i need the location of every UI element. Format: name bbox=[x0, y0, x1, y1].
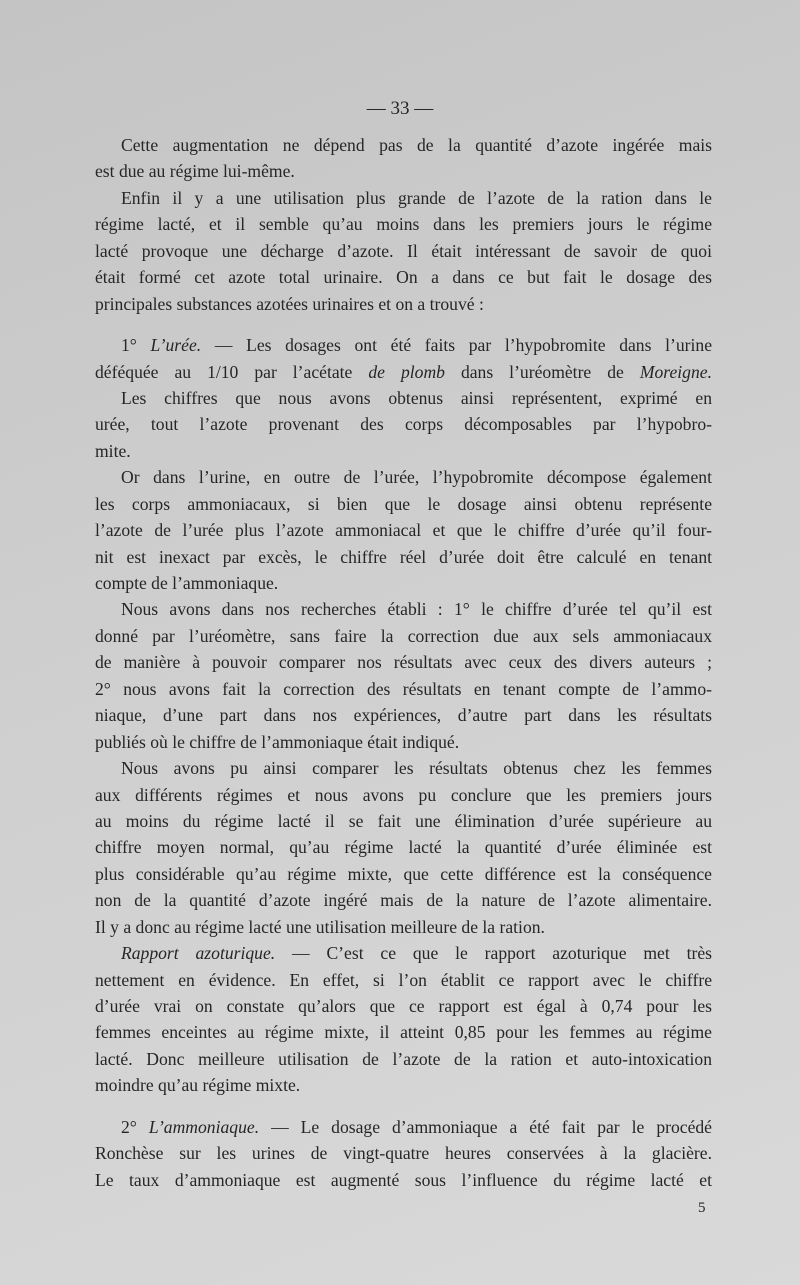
text-segment: les corps ammoniacaux, si bien que le dosage ainsi obtenu représente bbox=[95, 493, 712, 514]
text-line bbox=[95, 887, 712, 913]
text-line bbox=[95, 1140, 712, 1166]
text-line bbox=[95, 782, 712, 808]
text-line bbox=[95, 464, 712, 490]
text-segment: Cette augmentation ne dépend pas de la quantité d’azote ingérée mais bbox=[121, 135, 712, 155]
text-line bbox=[95, 914, 712, 940]
text-line bbox=[95, 238, 712, 264]
text-line bbox=[95, 702, 712, 728]
page-number: — 33 — bbox=[366, 98, 434, 119]
text-segment: lacté. Donc meilleure utilisation de l’azote de la ration et auto-intoxication bbox=[95, 1048, 712, 1069]
text-segment: au moins du régime lacté il se fait une élimination d’urée supérieure au bbox=[95, 810, 712, 831]
text-line bbox=[95, 808, 712, 834]
text-line bbox=[95, 1114, 712, 1140]
text-segment: publiés où le chiffre de l’ammoniaque était indiqué. bbox=[95, 731, 460, 752]
text-line bbox=[95, 158, 712, 184]
text-segment: Il y a donc au régime lacté une utilisation meilleure de la ration. bbox=[95, 916, 545, 937]
body-text bbox=[95, 132, 712, 1193]
text-line bbox=[95, 264, 712, 290]
text-segment: compte de l’ammoniaque. bbox=[95, 573, 279, 593]
text-line bbox=[95, 132, 712, 158]
text-line bbox=[95, 729, 712, 755]
text-line bbox=[95, 676, 712, 702]
text-line bbox=[95, 649, 712, 675]
text-segment: Nous avons dans nos recherches établi : 1° le chiffre d’urée tel qu’il est bbox=[121, 599, 712, 620]
text-segment: d’urée vrai on constate qu’alors que ce rapport est égal à 0,74 pour les bbox=[95, 996, 712, 1016]
text-segment: est due au régime lui-même. bbox=[95, 161, 295, 182]
text-segment: déféquée au 1/10 par l’acétate bbox=[95, 361, 369, 382]
text-segment: nettement en évidence. En effet, si l’on établit ce rapport avec le chiffre bbox=[95, 969, 712, 990]
text-segment: aux différents régimes et nous avons pu conclure que les premiers jours bbox=[95, 784, 712, 805]
text-line bbox=[95, 1167, 712, 1193]
text-segment: Nous avons pu ainsi comparer les résultats obtenus chez les femmes bbox=[121, 758, 712, 779]
text-line bbox=[95, 411, 712, 437]
text-line bbox=[95, 596, 712, 622]
text-line bbox=[95, 1046, 712, 1072]
text-segment: femmes enceintes au régime mixte, il atteint 0,85 pour les femmes au régime bbox=[95, 1022, 712, 1043]
text-segment: nit est inexact par excès, le chiffre réel d’urée doit être calculé en tenant bbox=[95, 546, 712, 567]
text-line bbox=[95, 993, 712, 1019]
text-line bbox=[95, 623, 712, 649]
text-segment: moindre qu’au régime mixte. bbox=[95, 1075, 301, 1096]
text-segment: non de la quantité d’azote ingéré mais de la nature de l’azote alimentaire. bbox=[95, 890, 712, 911]
text-line bbox=[95, 861, 712, 887]
text-line bbox=[95, 359, 712, 385]
text-line bbox=[95, 491, 712, 517]
text-segment: 1° bbox=[121, 335, 151, 356]
text-segment: Enfin il y a une utilisation plus grande de l’azote de la ration dans le bbox=[121, 187, 712, 208]
text-segment: de manière à pouvoir comparer nos résultats avec ceux des divers auteurs ; bbox=[95, 652, 712, 673]
text-segment: niaque, d’une part dans nos expériences, d’autre part dans les résultats bbox=[95, 705, 712, 726]
text-line bbox=[95, 438, 712, 464]
italic-text: L’ammoniaque. bbox=[148, 1116, 260, 1137]
text-segment: principales substances azotées urinaires et on a trouvé : bbox=[95, 293, 484, 314]
text-line bbox=[95, 940, 712, 966]
text-segment: 2° nous avons fait la correction des résultats en tenant compte de l’ammo- bbox=[95, 678, 712, 699]
italic-text: Moreigne. bbox=[639, 361, 712, 382]
text-line bbox=[95, 385, 712, 411]
text-line bbox=[95, 211, 712, 237]
text-segment: plus considérable qu’au régime mixte, que cette différence est la conséquence bbox=[95, 863, 712, 884]
text-segment: Ronchèse sur les urines de vingt-quatre heures conservées à la glacière. bbox=[95, 1143, 712, 1164]
text-line bbox=[95, 332, 712, 358]
text-segment: 2° bbox=[121, 1116, 149, 1137]
italic-text: de plomb bbox=[368, 361, 445, 382]
text-line bbox=[95, 544, 712, 570]
text-segment: dans l’uréomètre de bbox=[444, 361, 640, 382]
italic-text: L’urée. bbox=[150, 335, 202, 356]
text-line bbox=[95, 291, 712, 317]
text-line bbox=[95, 1019, 712, 1045]
text-line bbox=[95, 570, 712, 596]
text-segment: était formé cet azote total urinaire. On a dans ce but fait le dosage des bbox=[95, 267, 712, 288]
text-line bbox=[95, 834, 712, 860]
text-line bbox=[95, 185, 712, 211]
text-segment: Or dans l’urine, en outre de l’urée, l’hypobromite décompose également bbox=[121, 467, 712, 488]
signature-mark: 5 bbox=[698, 1200, 706, 1216]
text-segment: — Le dosage d’ammoniaque a été fait par le procédé bbox=[259, 1116, 712, 1137]
text-segment: donné par l’uréomètre, sans faire la correction due aux sels ammoniacaux bbox=[95, 625, 712, 646]
text-segment: Les chiffres que nous avons obtenus ainsi représentent, exprimé en bbox=[121, 387, 712, 408]
text-segment: — C’est ce que le rapport azoturique met très bbox=[275, 943, 712, 964]
text-segment: mite. bbox=[95, 440, 131, 461]
text-segment: urée, tout l’azote provenant des corps décomposables par l’hypobro- bbox=[95, 414, 712, 435]
italic-text: Rapport azoturique. bbox=[121, 943, 276, 964]
text-line bbox=[95, 967, 712, 993]
text-line bbox=[95, 517, 712, 543]
text-segment: l’azote de l’urée plus l’azote ammoniacal et que le chiffre d’urée qu’il four- bbox=[95, 520, 712, 541]
text-segment: régime lacté, et il semble qu’au moins dans les premiers jours le régime bbox=[95, 214, 712, 235]
text-segment: lacté provoque une décharge d’azote. Il était intéressant de savoir de quoi bbox=[95, 240, 712, 261]
text-line bbox=[95, 755, 712, 781]
text-segment: chiffre moyen normal, qu’au régime lacté la quantité d’urée éliminée est bbox=[95, 837, 712, 858]
text-segment: Le taux d’ammoniaque est augmenté sous l’influence du régime lacté et bbox=[95, 1169, 712, 1190]
text-line bbox=[95, 1072, 712, 1098]
text-segment: — Les dosages ont été faits par l’hypobromite dans l’urine bbox=[201, 335, 712, 356]
